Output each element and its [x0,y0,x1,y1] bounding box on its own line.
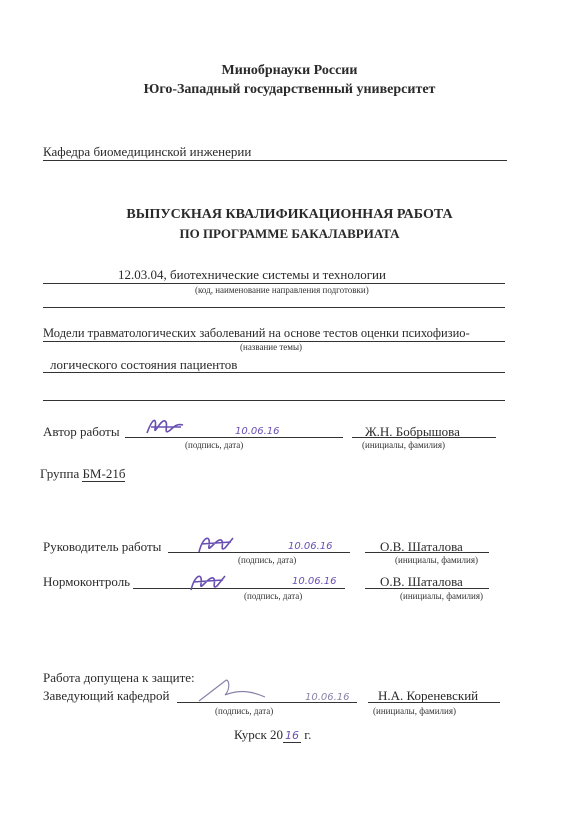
author-label: Автор работы [43,424,120,439]
supervisor-name: О.В. Шаталова [380,539,463,554]
topic-underline2 [43,372,505,373]
author-caption-sign: (подпись, дата) [185,440,244,450]
author-name: Ж.Н. Бобрышова [365,424,460,439]
footer-year: 16 [285,729,300,742]
topic-extra-line [43,400,505,401]
footer-city: Курск 20 [234,727,284,742]
department-underline [43,160,507,161]
footer-city-year [234,727,311,743]
supervisor-signature [195,530,237,558]
normcontrol-sign-line [133,588,345,589]
normcontrol-caption-name: (инициалы, фамилия) [400,591,483,601]
department-label: Кафедра [43,144,91,159]
group-value: БМ-21б [82,466,126,481]
head-caption-sign: (подпись, дата) [215,706,274,716]
admission-line: Работа допущена к защите: [43,670,195,685]
university-title: Юго-Западный государственный университет [143,82,436,97]
topic-caption: (название темы) [240,342,303,352]
normcontrol-signature [187,566,229,596]
head-label: Заведующий кафедрой [43,688,170,703]
normcontrol-name-line [365,588,489,589]
topic-line1: Модели травматологических заболеваний на основе тестов оценки психофизио- [43,326,470,340]
normcontrol-name: О.В. Шаталова [380,574,463,589]
head-signature [195,675,270,707]
supervisor-caption-name: (инициалы, фамилия) [395,555,478,565]
author-signature [143,413,188,441]
supervisor-label: Руководитель работы [43,539,162,554]
head-name-line [368,702,500,703]
work-title-line2: ПО ПРОГРАММЕ БАКАЛАВРИАТА [179,226,400,241]
supervisor-caption-sign: (подпись, дата) [238,555,297,565]
footer-suffix: г. [304,727,312,742]
department-name: биомедицинской инженерии [93,144,252,159]
direction-extra-line [43,307,505,308]
head-date: 10.06.16 [305,692,350,703]
direction-value: 12.03.04, биотехнические системы и технологии [118,267,386,282]
normcontrol-date: 10.06.16 [292,576,337,587]
head-name: Н.А. Кореневский [378,688,479,703]
author-name-line [352,437,496,438]
group-row [40,466,125,482]
normcontrol-caption-sign: (подпись, дата) [244,591,303,601]
work-title-line1: ВЫПУСКНАЯ КВАЛИФИКАЦИОННАЯ РАБОТА [126,207,453,222]
department-row [43,144,251,160]
direction-underline [43,283,505,284]
supervisor-name-line [365,552,489,553]
supervisor-date: 10.06.16 [288,541,333,552]
author-date: 10.06.16 [235,426,280,437]
author-caption-name: (инициалы, фамилия) [362,440,445,450]
direction-caption: (код, наименование направления подготовки) [195,285,369,295]
normcontrol-label: Нормоконтроль [43,574,131,589]
head-caption-name: (инициалы, фамилия) [373,706,456,716]
ministry-title: Минобрнауки России [221,63,358,78]
group-label: Группа [40,466,80,481]
topic-line2: логического состояния пациентов [50,357,238,372]
